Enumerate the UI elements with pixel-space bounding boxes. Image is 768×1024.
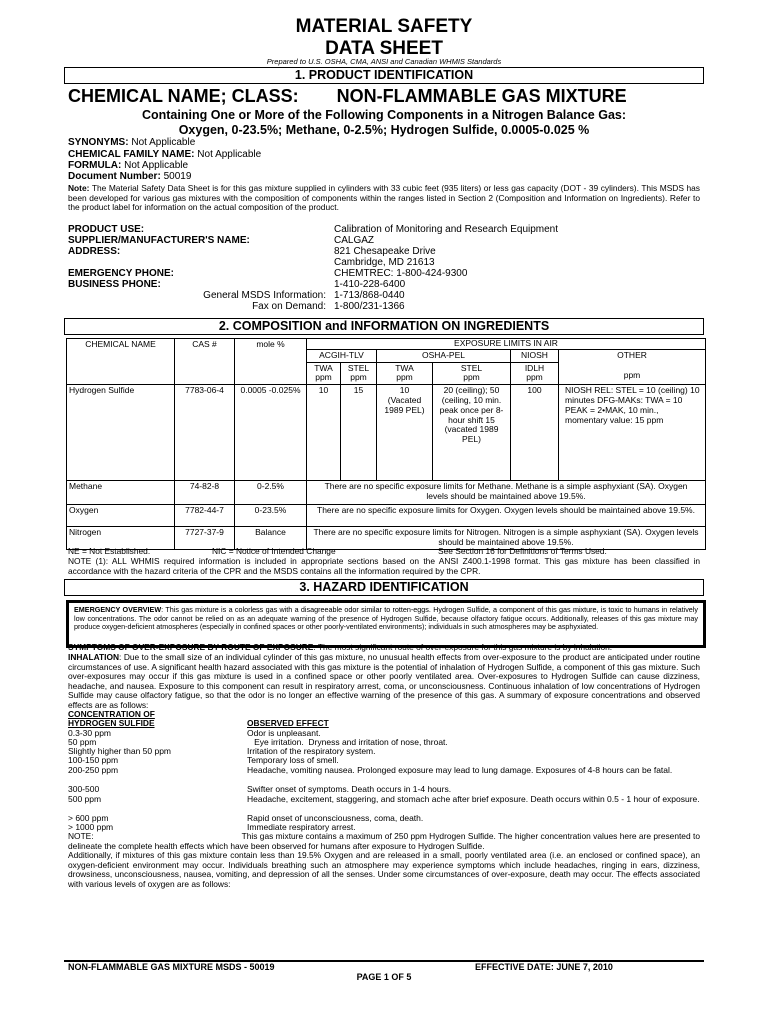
emergency-value: CHEMTREC: 1-800-424-9300 [334, 268, 468, 279]
table-row [67, 481, 706, 505]
general-value: 1-713/868-0440 [334, 290, 405, 301]
prepared-note: Prepared to U.S. OSHA, CMA, ANSI and Canadian WHMIS Standards [266, 57, 502, 66]
docnum-value: 50019 [163, 171, 192, 182]
address-label: ADDRESS: [68, 246, 121, 257]
col-mole: mole % [235, 339, 307, 385]
note-label: Note: [68, 183, 90, 193]
nic-note: NIC = Notice of Intended Change [212, 546, 336, 556]
cell-acgih-twa: 10 [307, 385, 341, 481]
note1: NOTE (1): ALL WHMIS required information is included in appropriate sections based on the ANSI Z400.1-1998 format. This gas mixture has been classified in accordance with the hazard criteria of the CPR and the MSDS contains all the information required by the CPR. [68, 556, 700, 576]
emergency-label: EMERGENCY PHONE: [68, 268, 174, 279]
table-header-row [67, 339, 706, 350]
sub-niosh-idlh: IDLH ppm [511, 362, 559, 385]
cell-cas: 74-82-8 [175, 481, 235, 505]
chemical-name-value: NON-FLAMMABLE GAS MIXTURE [336, 86, 627, 106]
formula-label: FORMULA: [68, 160, 122, 171]
grp-other: OTHER ppm [559, 349, 706, 384]
cell-mole: Balance [235, 527, 307, 550]
cell-cas: 7782-44-7 [175, 505, 235, 527]
family-label: CHEMICAL FAMILY NAME: [68, 149, 195, 160]
section3-heading: 3. HAZARD IDENTIFICATION [64, 579, 704, 596]
contains-line1: Containing One or More of the Following Components in a Nitrogen Balance Gas: [141, 108, 627, 122]
table-row [67, 385, 706, 481]
ne-note: NE = Not Established. [68, 546, 151, 556]
cell-note: There are no specific exposure limits for Methane. Methane is a simple asphyxiant (SA). Oxygen levels should be maintained above 19.5%. [307, 481, 706, 505]
contains-line2: Oxygen, 0-23.5%; Methane, 0-2.5%; Hydrogen Sulfide, 0.0005-0.025 % [178, 123, 590, 137]
sub-osha-twa: TWA ppm [377, 362, 433, 385]
oxygen-deficiency-text: Additionally, if mixtures of this gas mixture contain less than 19.5% Oxygen and are released in a small, poorly ventilated area (i.e. an enclosed or confined space), an oxygen-deficient environment may occur. Individuals breathing such an atmosphere may experience symptoms which include headaches, ringing in ears, dizziness, drowsiness, unconsciousness, nausea, vomiting, and depression of all the senses. Under some circumstances of over-exposure, death may occur. The effects associated with various levels of oxygen are as follows: [68, 850, 700, 889]
cell-mole: 0-23.5% [235, 505, 307, 527]
msds-page: MATERIAL SAFETY DATA SHEET Prepared to U.S. OSHA, CMA, ANSI and Canadian WHMIS Standards 1. PRODUCT IDENTIFICATION CHEMICAL NAME; CLASS: NON-FLAMMABLE GAS MIXTURE Containing One or More of the Following Components in a Nitrogen Balance Gas: Oxygen, 0-23.5%; Methane, 0-2.5%; Hydrogen Sulfide, 0.0005-0.025 % SYNONYMS: Not Applicable CHEMICAL FAMILY NAME: Not Applicable FORMULA: Not Applicable Document Number: 50019 Note: The Material Safety Data Sheet is for this gas mixture supplied in cylinders with 33 cubic feet (935 liters) or less gas capacity (DOT - 39 cylinders). This MSDS has been developed for various gas mixtures with the composition of components within the ranges listed in Section 2 (Composition and Information on Ingredients). Refer to the product label for information on the actual composition of the product. PRODUCT USE: Calibration of Monitoring and Research Equipment SUPPLIER/MANUFACTURER'S NAME: CALGAZ ADDRESS: 821 Chesapeake Drive Cambridge, MD 21613 EMERGENCY PHONE: CHEMTREC: 1-800-424-9300 BUSINESS PHONE: 1-410-228-6400 General MSDS Information: 1-713/868-0440 Fax on Demand: 1-800/231-1366 2. COMPOSITION and INFORMATION ON INGREDIENTS CHEMICAL NAME CAS # mole % EXPOSURE LIMITS IN AIR ACGIH-TLV OSHA-PEL NIOSH OTHER ppm TWA ppm STEL ppm TWA ppm STEL ppm IDLH ppm Hydrogen Sulfide 7783-06-4 0.0005 -0.025% 10 15 10 (Vacated 1989 PEL) 20 (ceiling); 50 (ceiling, 10 min. peak once per 8-hour shift 15 (vacated 1989 PEL) 100 NIOSH REL: STEL = 10 (ceiling) 10 minutes DFG-MAKs: TWA = 10 PEAK = 2•MAK, 10 min., momentary value: 15 ppm Methane 74-82-8 0-2.5% There are no specific exposure limits for Methane. Methane is a simple asphyxiant (SA). Oxygen levels should be maintained above 19.5%. Oxygen 7782-44-7 0-23.5% There are no specific exposure limits for Oxygen. Oxygen levels should be maintained above 19.5%. Nitrogen 7727-37-9 Balance There are no specific exposure limits for Nitrogen. Nitrogen is a simple asphyxiant (SA). Oxygen levels should be maintained above 19.5%. NE = Not Established. NIC = Notice of Intended Change See Section 16 for Definitions of Terms Used. NOTE (1): ALL WHMIS required information is included in appropriate sections based on the ANSI Z400.1-1998 format. This gas mixture has been classified in accordance with the hazard criteria of the CPR and the MSDS contains all the information required by the CPR. 3. HAZARD IDENTIFICATION EMERGENCY OVERVIEW: This gas mixture is a colorless gas with a disagreeable odor similar to rotten-eggs. Hydrogen Sulfide, a component of this gas mixture, is toxic to humans in relatively low concentrations. The odor cannot be relied on as an adequate warning of the presence of Hydrogen Sulfide, because olfactory fatigue occurs. Additionally, releases of this gas mixture may produce oxygen-deficient atmospheres (especially in confined spaces or other poorly-ventilated environments); individuals in such atmospheres may be asphyxiated. SYMPTOMS OF OVER-EXPOSURE BY ROUTE OF EXPOSURE: The most significant route of over-exposure for this gas mixture is by inhalation. INHALATION: Due to the small size of an individual cylinder of this gas mixture, no unusual health effects from over-exposure to the product are anticipated under routine circumstances of use. A significant health hazard associated with this gas mixture is the potential of inhalation of Hydrogen Sulfide, a component of this gas mixture. Such over-exposures may occur if this gas mixture is used in a confined space or other poorly ventilated area. Over-exposures to Hydrogen Sulfide can cause dizziness, headache, and nausea. Exposure to this component can result in respiratory arrest, coma, or unconsciousness. Continuous inhalation of low concentrations of Hydrogen Sulfide may cause olfactory fatigue, so that the odor is no longer an effective warning of the presence of this gas. A summary of exposure concentrations and observed effects are as follows: CONCENTRATION OF HYDROGEN SULFIDE OBSERVED EFFECT 0.3-30 ppm Odor is unpleasant. 50 ppm Eye irritation. Dryness and irritation of nose, throat. Slightly higher than 50 ppm Irritation of the respiratory system. 100-150 ppm Temporary loss of smell. 200-250 ppm Headache, vomiting nausea. Prolonged exposure may lead to lung damage. Exposures of 4-8 hours can be fatal. 300-500 Swifter onset of symptoms. Death occurs in 1-4 hours. 500 ppm Headache, excitement, staggering, and stomach ache after brief exposure. Death occurs within 0.5 - 1 hour of exposure. > 600 ppm Rapid onset of unconsciousness, coma, death. > 1000 ppm Immediate respiratory arrest. NOTE: This gas mixture contains a maximum of 250 ppm Hydrogen Sulfide. The higher concentration values here are presented to delineate the complete health effects which have been observed for humans after exposure to Hydrogen Sulfide. Additionally, if mixtures of this gas mixture contain less than 19.5% Oxygen and are released in a small, poorly ventilated area (i.e. an enclosed or confined space), an oxygen-deficient environment may occur. Individuals breathing such an atmosphere may experience symptoms which include headaches, ringing in ears, dizziness, drowsiness, unconsciousness, nausea, vomiting, and depression of all the senses. Under some circumstances of over-exposure, death may occur. The effects associated with various levels of oxygen are as follows: NON-FLAMMABLE GAS MIXTURE MSDS - 50019 EFFECTIVE DATE: JUNE 7, 2010 PAGE 1 OF 5 [0, 0, 768, 1024]
sub-acgih-twa: TWA ppm [307, 362, 341, 385]
chemical-name-label: CHEMICAL NAME; CLASS: [68, 86, 299, 106]
synonyms-value: Not Applicable [131, 137, 196, 148]
cell-mole: 0.0005 -0.025% [235, 385, 307, 481]
cell-mole: 0-2.5% [235, 481, 307, 505]
cell-other: NIOSH REL: STEL = 10 (ceiling) 10 minutes DFG-MAKs: TWA = 10 PEAK = 2•MAK, 10 min., momentary value: 15 ppm [559, 385, 706, 481]
product-note [68, 184, 700, 213]
hazard-note: NOTE: This gas mixture contains a maximum of 250 ppm Hydrogen Sulfide. The higher concentration values here are presented to delineate the complete health effects which have been observed for humans after exposure to Hydrogen Sulfide. [68, 831, 700, 851]
cell-note: There are no specific exposure limits for Oxygen. Oxygen levels should be maintained above 19.5%. [307, 505, 706, 527]
supplier-label: SUPPLIER/MANUFACTURER'S NAME: [68, 235, 250, 246]
fax-label: Fax on Demand: [252, 301, 326, 312]
supplier-value: CALGAZ [334, 235, 375, 246]
note-text: The Material Safety Data Sheet is for this gas mixture supplied in cylinders with 33 cubic feet (935 liters) or less gas capacity (DOT - 39 cylinders). This MSDS has been developed for various gas mixtures with the composition of components within the ranges listed in Section 2 (Composition and Information on Ingredients). Refer to the product label for information on the actual composition of the product. [68, 183, 700, 213]
family-value: Not Applicable [197, 149, 262, 160]
doc-title-line2: DATA SHEET [325, 38, 443, 59]
section1-heading: 1. PRODUCT IDENTIFICATION [64, 67, 704, 84]
footer-left: NON-FLAMMABLE GAS MIXTURE MSDS - 50019 [68, 962, 275, 972]
emergency-overview-box [66, 600, 706, 648]
cell-osha-stel: 20 (ceiling); 50 (ceiling, 10 min. peak once per 8-hour shift 15 (vacated 1989 PEL) [433, 385, 511, 481]
cell-cas: 7783-06-4 [175, 385, 235, 481]
footer-right: EFFECTIVE DATE: JUNE 7, 2010 [475, 962, 613, 972]
composition-table [66, 338, 706, 550]
business-value: 1-410-228-6400 [334, 279, 406, 290]
col-exposure-limits: EXPOSURE LIMITS IN AIR [307, 339, 706, 350]
address-line2: Cambridge, MD 21613 [334, 257, 435, 268]
business-label: BUSINESS PHONE: [68, 279, 161, 290]
conc-head2: HYDROGEN SULFIDE [68, 718, 155, 728]
synonyms-row [68, 137, 195, 149]
grp-niosh: NIOSH [511, 349, 559, 362]
section2-heading: 2. COMPOSITION and INFORMATION ON INGREDIENTS [64, 318, 704, 335]
formula-row [68, 160, 188, 172]
inhalation-text: INHALATION: Due to the small size of an individual cylinder of this gas mixture, no unusual health effects from over-exposure to the product are anticipated under routine circumstances of use. A significant health hazard associated with this gas mixture is the potential of inhalation of Hydrogen Sulfide, a component of this gas mixture. Such over-exposures may occur if this gas mixture is used in a confined space or other poorly ventilated area. Over-exposures to Hydrogen Sulfide can cause dizziness, headache, and nausea. Exposure to this component can result in respiratory arrest, coma, or unconsciousness. Continuous inhalation of low concentrations of Hydrogen Sulfide may cause olfactory fatigue, so that the odor is no longer an effective warning of the presence of this gas. A summary of exposure concentrations and observed effects are as follows: [68, 652, 700, 710]
table-row [67, 505, 706, 527]
fax-value: 1-800/231-1366 [334, 301, 405, 312]
cell-name: Nitrogen [67, 527, 175, 550]
cell-note: There are no specific exposure limits for Nitrogen. Nitrogen is a simple asphyxiant (SA). Oxygen levels should be maintained above 19.5%. [307, 527, 706, 550]
cell-acgih-stel: 15 [341, 385, 377, 481]
product-use-label: PRODUCT USE: [68, 224, 145, 235]
cell-niosh: 100 [511, 385, 559, 481]
formula-value: Not Applicable [124, 160, 189, 171]
col-chemical-name: CHEMICAL NAME [67, 339, 175, 385]
col-cas: CAS # [175, 339, 235, 385]
docnum-label: Document Number: [68, 171, 161, 182]
page-number: PAGE 1 OF 5 [356, 972, 412, 982]
conc-head1: CONCENTRATION OF [68, 709, 155, 719]
cell-name: Hydrogen Sulfide [67, 385, 175, 481]
cell-name: Oxygen [67, 505, 175, 527]
grp-osha: OSHA-PEL [377, 349, 511, 362]
general-label: General MSDS Information: [203, 290, 326, 301]
sub-acgih-stel: STEL ppm [341, 362, 377, 385]
symptoms-text: SYMPTOMS OF OVER-EXPOSURE BY ROUTE OF EXPOSURE: The most significant route of over-exposure for this gas mixture is by inhalation. [68, 642, 613, 652]
emergency-overview-text: EMERGENCY OVERVIEW: This gas mixture is a colorless gas with a disagreeable odor similar to rotten-eggs. Hydrogen Sulfide, a component of this gas mixture, is toxic to humans in relatively low concentrations. The odor cannot be relied on as an adequate warning of the presence of Hydrogen Sulfide, because olfactory fatigue occurs. Additionally, releases of this gas mixture may produce oxygen-deficient atmospheres (especially in confined spaces or other poorly-ventilated environments); individuals in such atmospheres may be asphyxiated. [74, 605, 698, 632]
chemical-name-line [68, 86, 708, 107]
cell-cas: 7727-37-9 [175, 527, 235, 550]
table-row [67, 527, 706, 550]
cell-osha-twa: 10 (Vacated 1989 PEL) [377, 385, 433, 481]
doc-title-line1: MATERIAL SAFETY [295, 16, 473, 37]
cell-name: Methane [67, 481, 175, 505]
product-use-value: Calibration of Monitoring and Research Equipment [334, 224, 559, 235]
sub-osha-stel: STEL ppm [433, 362, 511, 385]
address-line1: 821 Chesapeake Drive [334, 246, 436, 257]
family-row [68, 149, 261, 161]
sec16-note: See Section 16 for Definitions of Terms Used. [438, 546, 607, 556]
synonyms-label: SYNONYMS: [68, 137, 129, 148]
effect-head: OBSERVED EFFECT [247, 718, 329, 728]
grp-acgih: ACGIH-TLV [307, 349, 377, 362]
docnum-row [68, 171, 191, 183]
